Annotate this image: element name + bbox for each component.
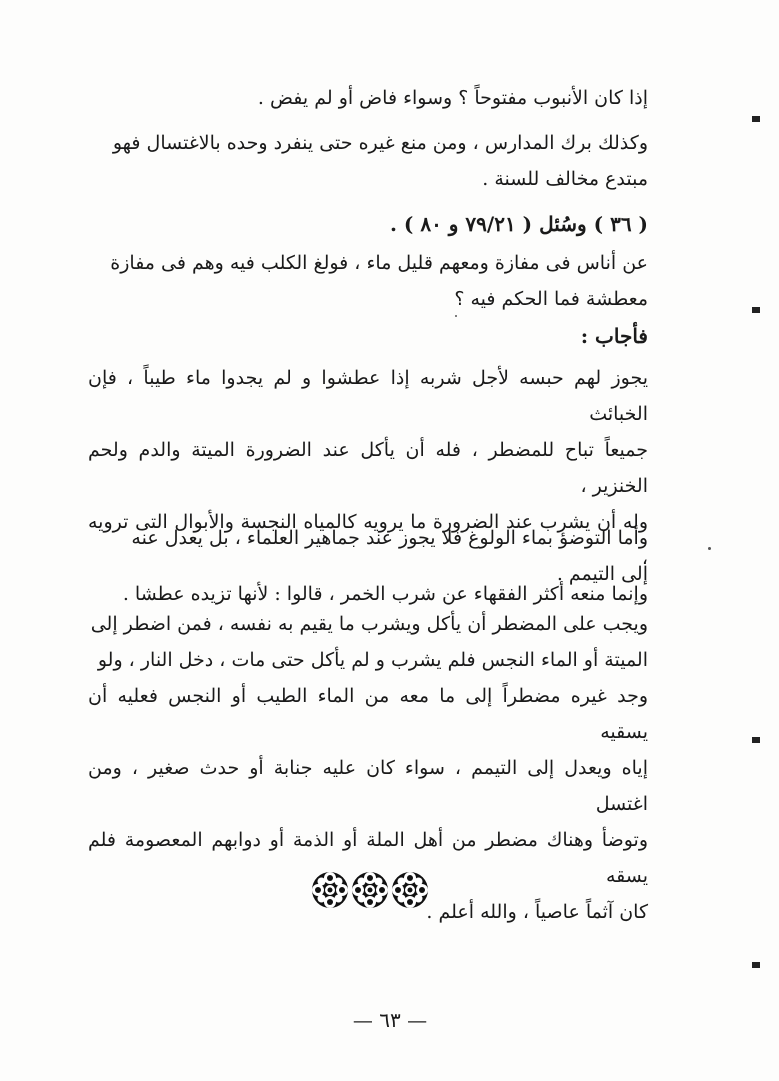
question-text [88,245,648,317]
page-number: — ٦٣ — [352,1008,428,1032]
question-heading: ( ٣٦ ) وسُئل ( ٧٩/٢١ و ٨٠ ) . [389,212,648,236]
text-line: وجد غيره مضطراً إلى ما معه من الماء الطيب أو النجس فعليه أن يسقيه [88,685,648,743]
margin-mark [752,307,760,313]
text-line: معطشة فما الحكم فيه ؟ [454,288,648,310]
flower-icon [352,872,388,908]
text-line: مبتدع مخالف للسنة . [482,168,648,190]
text-line: إذا كان الأنبوب مفتوحاً ؟ وسواء فاض أو لم يفض . [257,87,648,109]
text-line: ويجب على المضطر أن يأكل ويشرب ما يقيم به نفسه ، فمن اضطر إلى [90,613,648,635]
margin-mark [752,116,760,122]
text-line: إياه ويعدل إلى التيمم ، سواء كان عليه جنابة أو حدث صغير ، ومن اغتسل [88,757,648,815]
text-line: يجوز لهم حبسه لأجل شربه إذا عطشوا و لم يجدوا ماء طيباً ، فإن الخبائث [88,367,648,425]
floral-ornament-icon [310,866,430,914]
answer-paragraph-2 [88,520,648,592]
paragraph-continuation [88,80,648,116]
ink-speck [708,547,711,550]
answer-label: فأجاب : [580,324,648,348]
text-line: وتوضأ وهناك مضطر من أهل الملة أو الذمة أو دوابهم المعصومة فلم يسقه [88,829,648,887]
text-line: إلى التيمم . [556,563,648,585]
text-line: وأما التوضؤ بماء الولوغ فلا يجوز عند جماهير العلماء ، بل يعدل عنه [131,527,648,549]
text-line: وكذلك برك المدارس ، ومن منع غيره حتى ينفرد وحده بالاغتسال فهو [112,132,648,154]
text-line: وإنما منعه أكثر الفقهاء عن شرب الخمر ، قالوا : لأنها تزيده عطشا . [122,583,648,605]
margin-mark [752,962,760,968]
paragraph-pools [88,125,648,197]
margin-mark [752,737,760,743]
text-line: جميعاً تباح للمضطر ، فله أن يأكل عند الضرورة الميتة والدم ولحم الخنزير ، [88,439,648,497]
text-line: كان آثماً عاصياً ، والله أعلم . [426,901,648,923]
flower-icon [392,872,428,908]
text-line: وله أن يشرب عند الضرورة ما يرويه كالمياه النجسة والأبوال التى ترويه ، [88,511,648,569]
text-line: عن أناس فى مفازة ومعهم قليل ماء ، فولغ الكلب فيه وهم فى مفازة [110,252,648,274]
flower-icon [312,872,348,908]
text-line: الميتة أو الماء النجس فلم يشرب و لم يأكل حتى مات ، دخل النار ، ولو [97,649,648,671]
